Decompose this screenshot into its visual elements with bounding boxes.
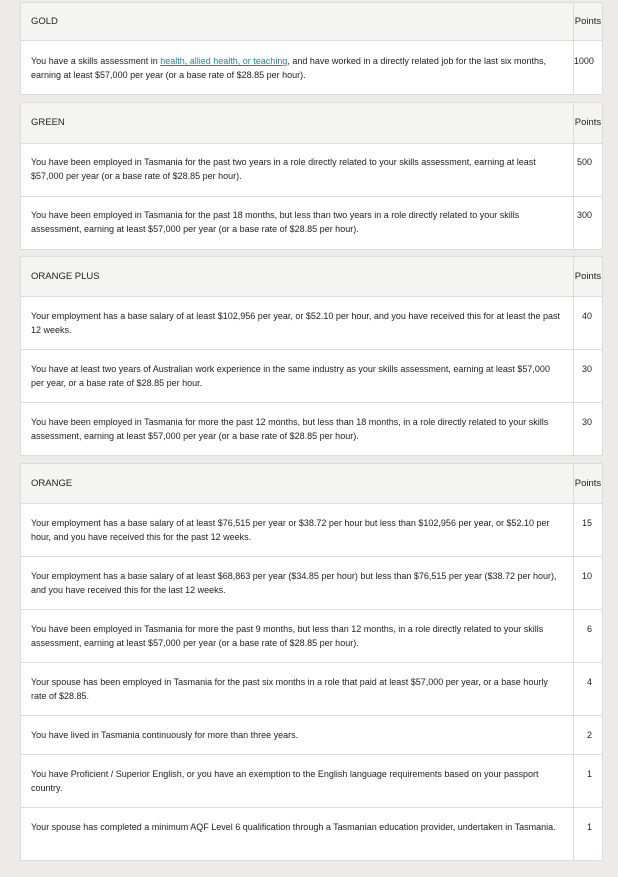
table-row (21, 403, 603, 456)
criterion-text: You have been employed in Tasmania for the past 18 months, but less than two years in a role directly related to your skills assessment, earning at least $57,000 per year (or a base rate of $28.85 per hour). (21, 197, 574, 250)
points-value: 1 (573, 808, 602, 861)
table-row (21, 350, 603, 403)
section-green (20, 102, 603, 250)
section-title: GOLD (21, 3, 574, 41)
section-header (21, 257, 603, 297)
section-orange (20, 463, 603, 861)
points-value: 15 (573, 504, 602, 557)
section-header (21, 464, 603, 504)
criterion-text: Your spouse has been employed in Tasmania for the past six months in a role that paid at least $57,000 per year, or a base hourly rate of $28.85. (21, 663, 574, 716)
points-value: 500 (573, 144, 602, 197)
points-header: Points (573, 3, 602, 41)
points-header: Points (573, 257, 602, 297)
points-value: 300 (573, 197, 602, 250)
points-value: 30 (573, 350, 602, 403)
section-orange-plus (20, 256, 603, 456)
points-value: 10 (573, 557, 602, 610)
criterion-text: Your employment has a base salary of at least $76,515 per year or $38.72 per hour but less than $102,956 per year, or $52.10 per hour, and you have received this for the past 12 weeks. (21, 504, 574, 557)
table-row (21, 808, 603, 861)
section-title: ORANGE (21, 464, 574, 504)
table-row (21, 663, 603, 716)
criterion-text: You have been employed in Tasmania for more the past 9 months, but less than 12 months, in a role directly related to your skills assessment, earning at least $57,000 per year (or a base rate of $28.85 per hour). (21, 610, 574, 663)
table-row (21, 755, 603, 808)
section-header (21, 3, 603, 41)
skills-assessment-link[interactable]: health, allied health, or teaching (160, 56, 288, 66)
criterion-text: Your employment has a base salary of at least $68,863 per year ($34.85 per hour) but less than $76,515 per year ($38.72 per hour), and you have received this for the last 12 weeks. (21, 557, 574, 610)
criterion-text (21, 41, 574, 95)
section-gold (20, 2, 603, 95)
section-header (21, 103, 603, 144)
criterion-text: You have lived in Tasmania continuously for more than three years. (21, 716, 574, 755)
points-page (5, 0, 618, 877)
table-row (21, 41, 603, 95)
points-value: 40 (573, 297, 602, 350)
criterion-text: You have Proficient / Superior English, or you have an exemption to the English language requirements based on your passport country. (21, 755, 574, 808)
criterion-text: Your employment has a base salary of at least $102,956 per year, or $52.10 per hour, and you have received this for at least the past 12 weeks. (21, 297, 574, 350)
points-value: 2 (573, 716, 602, 755)
points-header: Points (573, 464, 602, 504)
criterion-text-pre: You have a skills assessment in (31, 56, 161, 66)
points-value: 6 (573, 610, 602, 663)
table-row (21, 716, 603, 755)
table-row (21, 144, 603, 197)
table-row (21, 557, 603, 610)
section-title: ORANGE PLUS (21, 257, 574, 297)
points-header: Points (573, 103, 602, 144)
table-row (21, 504, 603, 557)
points-value: 1 (573, 755, 602, 808)
criterion-text: You have been employed in Tasmania for more the past 12 months, but less than 18 months, in a role directly related to your skills assessment, earning at least $57,000 per year (or a base rate of $28.85 per hour). (21, 403, 574, 456)
table-row (21, 297, 603, 350)
section-title: GREEN (21, 103, 574, 144)
points-value: 30 (573, 403, 602, 456)
criterion-text: You have at least two years of Australian work experience in the same industry as your skills assessment, earning at least $57,000 per year, or a base rate of $28.85 per hour. (21, 350, 574, 403)
table-row (21, 197, 603, 250)
criterion-text: Your spouse has completed a minimum AQF Level 6 qualification through a Tasmanian education provider, undertaken in Tasmania. (21, 808, 574, 861)
points-value: 4 (573, 663, 602, 716)
criterion-text: You have been employed in Tasmania for the past two years in a role directly related to your skills assessment, earning at least $57,000 per year (or a base rate of $28.85 per hour). (21, 144, 574, 197)
criterion-text-post: , and have worked in a directly related job for the last six months, earning at least $57,000 per year (or a base rate of $28.85 per hour). (31, 56, 546, 80)
points-value: 1000 (573, 41, 602, 95)
table-row (21, 610, 603, 663)
